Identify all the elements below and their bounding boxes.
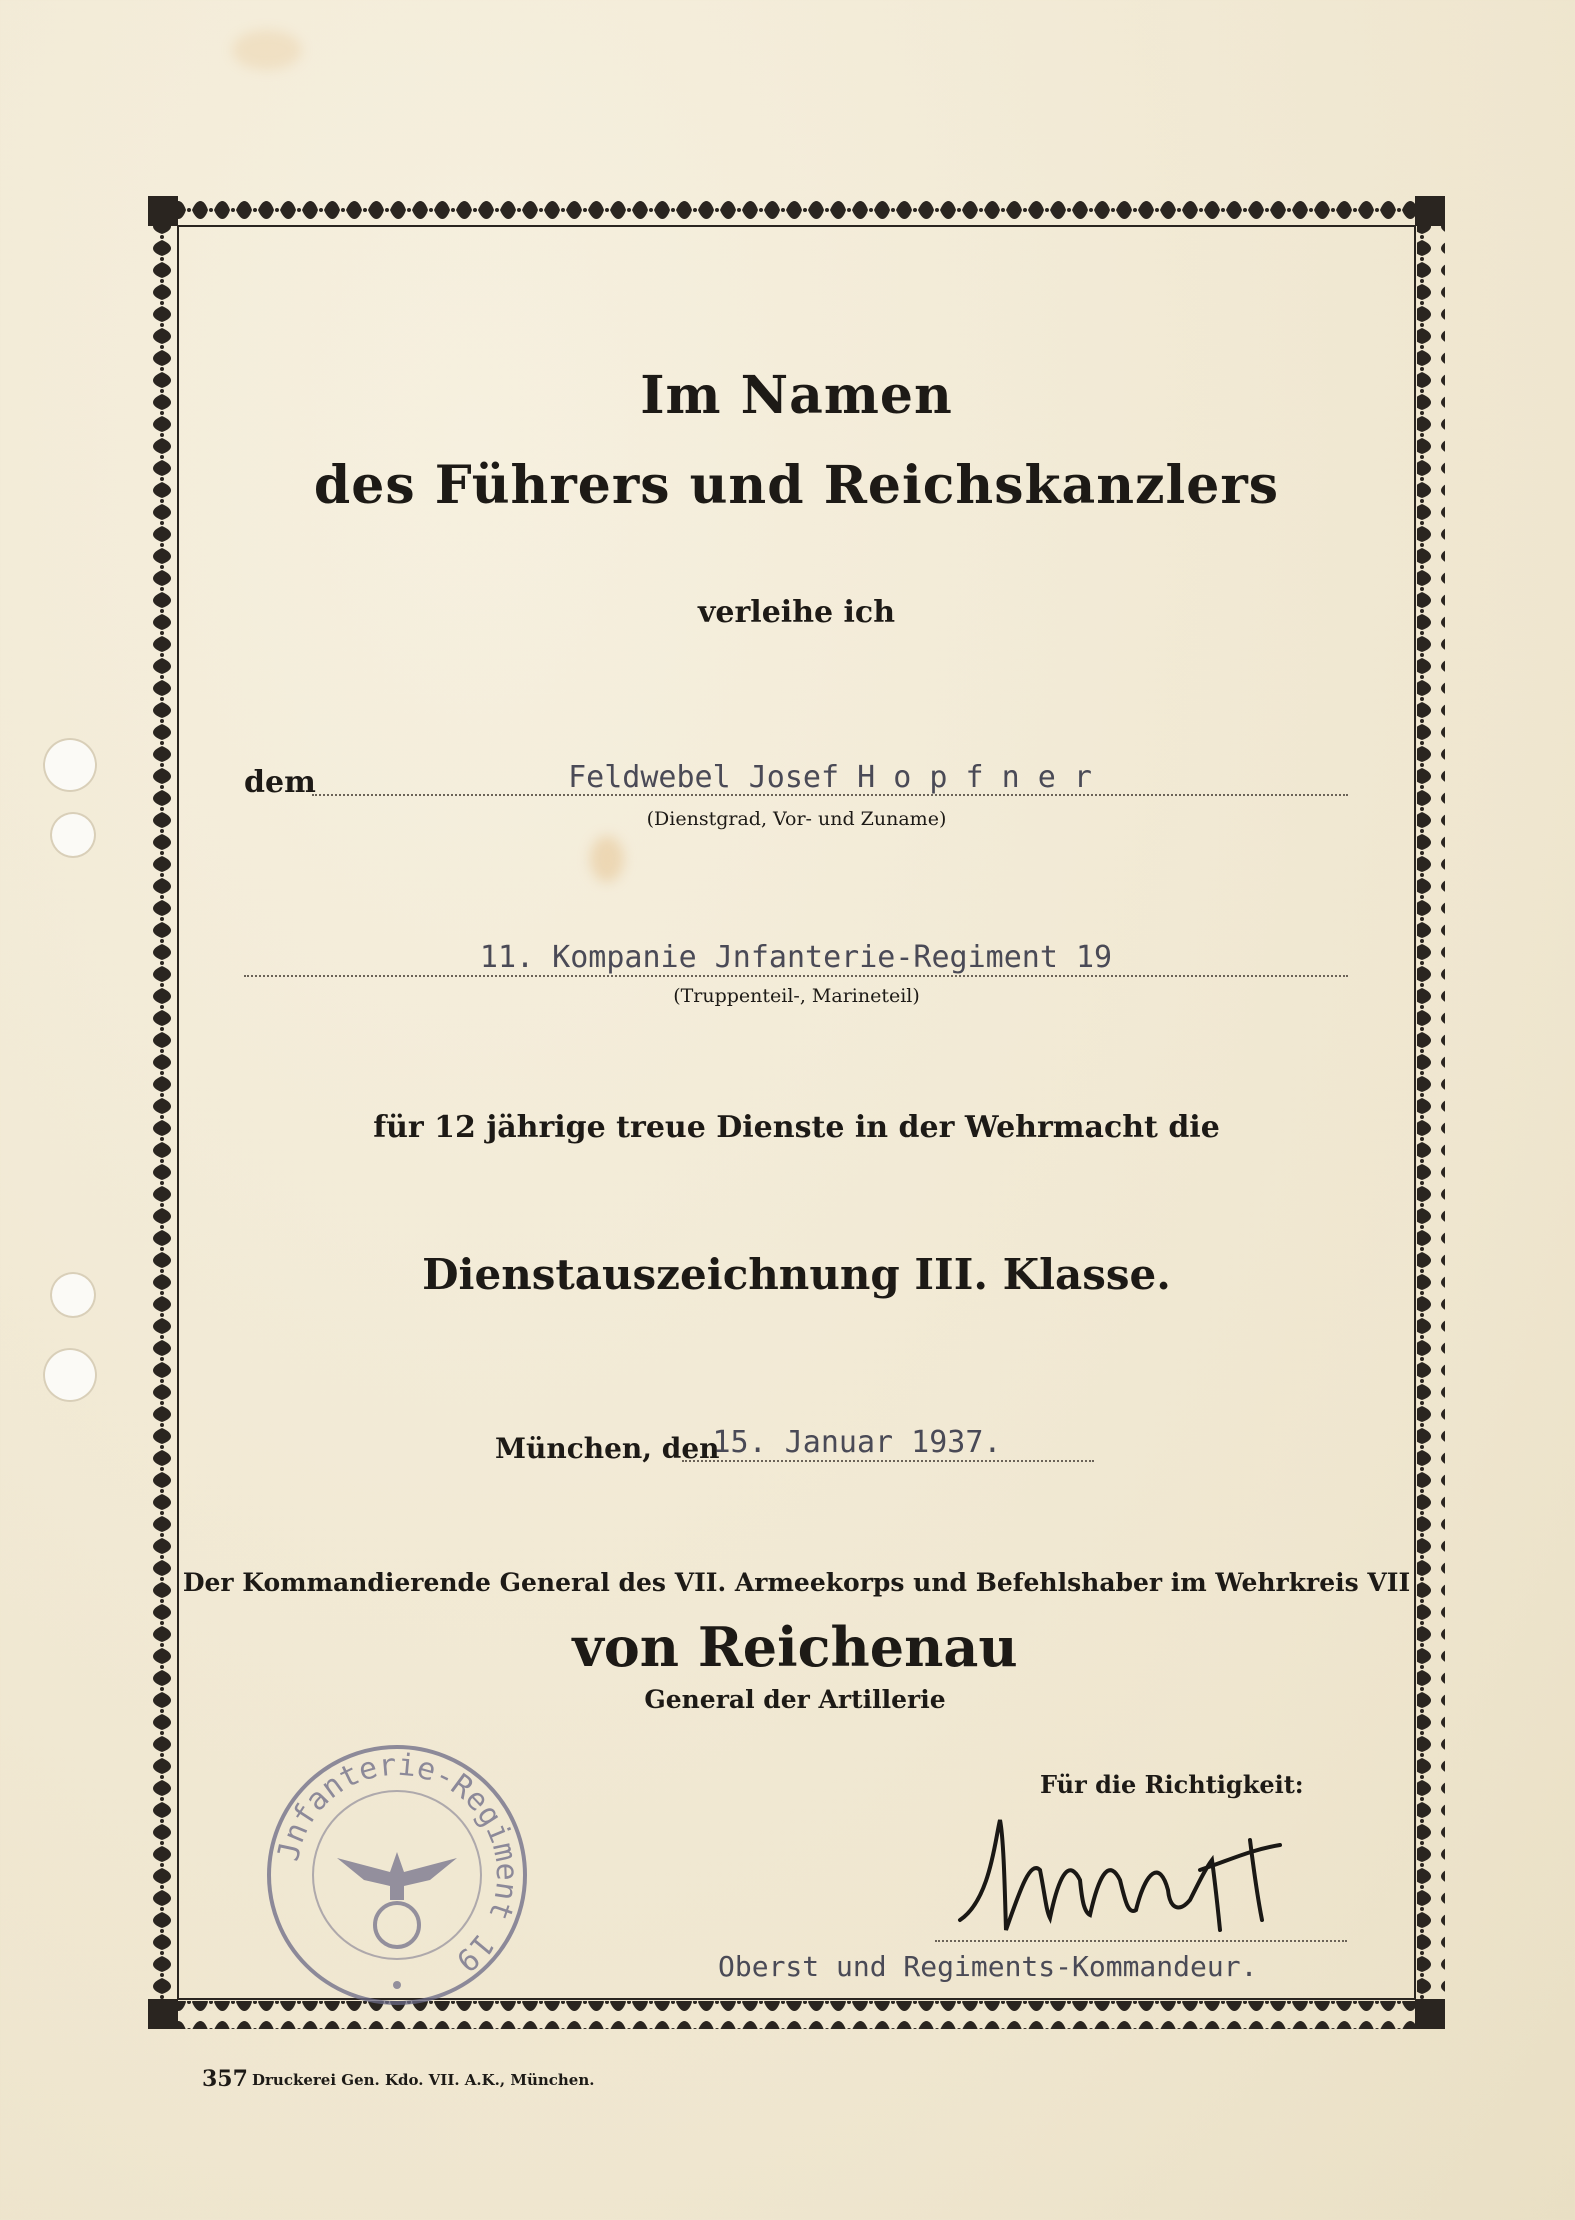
unit-caption: (Truppenteil-, Marineteil) [673,985,920,1007]
recipient-value: Feldwebel Josef H o p f n e r [568,760,1092,795]
unit-line [244,975,1348,977]
recipient-prefix: dem [244,765,316,800]
service-text: für 12 jährige treue Dienste in der Wehrmacht die [373,1110,1220,1145]
issuer-title: Der Kommandierende General des VII. Armeekorps und Befehlshaber im Wehrkreis VII [182,1568,1411,1597]
issuer-rank: General der Artillerie [644,1685,946,1714]
heading-line-2: des Führers und Reichskanzlers [313,455,1280,516]
stain [232,30,302,70]
punch-hole [50,1272,96,1318]
heading-line-1: Im Namen [640,365,953,426]
date-line [682,1460,1094,1462]
punch-hole [43,738,97,792]
award-name: Dienstauszeichnung III. Klasse. [422,1250,1171,1299]
date-value: 15. Januar 1937. [712,1425,1002,1460]
signatory-title: Oberst und Regiments-Kommandeur. [718,1950,1258,1983]
printer-imprint: Druckerei Gen. Kdo. VII. A.K., München. [252,2071,595,2089]
form-number: 357 [202,2066,248,2092]
signature-line [935,1940,1347,1942]
certification-label: Für die Richtigkeit: [1040,1770,1304,1799]
punch-hole [43,1348,97,1402]
signature [950,1800,1320,1950]
recipient-caption: (Dienstgrad, Vor- und Zuname) [646,808,947,830]
intro-text: verleihe ich [697,595,896,630]
place-label: München, den [495,1432,720,1465]
punch-hole [50,812,96,858]
regiment-stamp [262,1740,532,2010]
stamp-text: Jnfanterie-Regiment 19 [270,1747,525,1979]
issuer-name: von Reichenau [572,1615,1018,1679]
unit-value: 11. Kompanie Jnfanterie-Regiment 19 [479,940,1113,975]
